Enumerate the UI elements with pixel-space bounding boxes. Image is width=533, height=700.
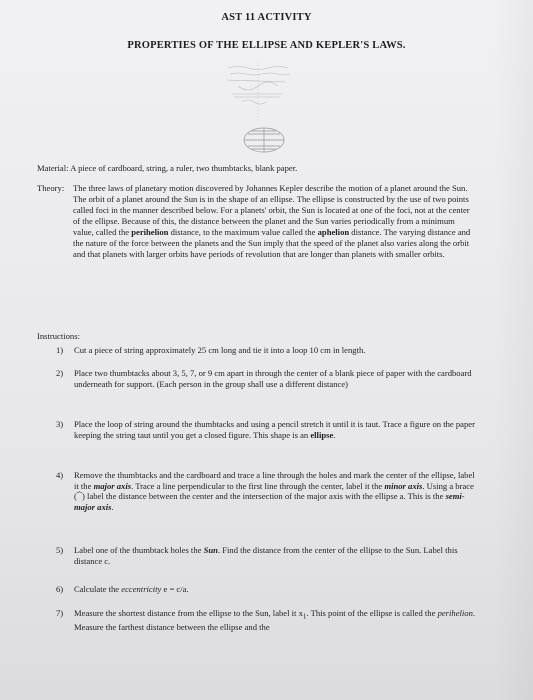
instruction-item-3 xyxy=(56,419,476,440)
theory-label: Theory: xyxy=(37,183,65,193)
item-text-b: . xyxy=(333,429,336,440)
item-text: Cut a piece of string approximately 25 cm long and tie it into a loop 10 cm in length. xyxy=(74,345,366,355)
term-perihelion: perihelion xyxy=(131,227,169,237)
item-text xyxy=(56,419,476,440)
term-perihelion-2: perihelion xyxy=(437,608,473,618)
term-aphelion: aphelion xyxy=(317,227,350,237)
item-text-a: Place the loop of string around the thumbtacks and using a pencil stretch it until it is taut. Trace a figure on the paper keeping the string taut until you get a closed figure. This shape is an xyxy=(74,419,475,440)
material-section xyxy=(37,163,507,174)
ellipse-diagram-figure xyxy=(208,60,308,160)
theory-text-c: distance. The varying distance and the nature of the force between the planets and the Sun imply that the speed of the planet also varies along the orbit and that planets with larger orbits have periods of revolution that are longer than planets with smaller orbits. xyxy=(73,227,471,259)
item-number: 6) xyxy=(56,584,64,594)
term-eccentricity: eccentricity xyxy=(121,584,162,594)
theory-text-a: The three laws of planetary motion discovered by Johannes Kepler describe the motion of a planet around the Sun. The orbit of a planet around the Sun is in the shape of an ellipse. The ellipse is constructed by the use of two points called foci in the manner described below. For a planets' orbit, the Sun is located at one of the foci, not at the center of the ellipse. Because of this, the distance between the planet and the Sun varies periodically from a minimum value, called the xyxy=(73,183,470,237)
page-shadow xyxy=(493,0,533,700)
item-text-a: Measure the shortest distance from the ellipse to the Sun, label it x xyxy=(74,608,303,618)
term-minor-axis: minor axis xyxy=(384,480,423,491)
term-ellipse: ellipse xyxy=(310,429,334,440)
instruction-item-6 xyxy=(56,584,476,595)
item-text: Place two thumbtacks about 3, 5, 7, or 9 cm apart in through the center of a blank piece of paper with the cardboard underneath for support. (Each person in the group shall use a different distance) xyxy=(74,368,472,389)
item-text-a: Calculate the xyxy=(74,584,122,594)
theory-text-b: distance, to the maximum value called the xyxy=(168,227,318,237)
item-text-c: . Using a brace ( xyxy=(74,480,474,502)
item-text xyxy=(56,584,476,595)
item-number: 1) xyxy=(56,345,64,355)
instruction-item-2 xyxy=(56,368,476,389)
item-number: 4) xyxy=(56,470,64,480)
item-number: 7) xyxy=(56,608,64,618)
material-label: Material: xyxy=(37,163,69,173)
item-number: 3) xyxy=(56,419,64,429)
instruction-item-7 xyxy=(56,608,476,633)
material-text: A piece of cardboard, string, a ruler, two thumbtacks, blank paper. xyxy=(70,163,298,173)
item-text xyxy=(56,608,476,633)
activity-subtitle: PROPERTIES OF THE ELLIPSE AND KEPLER'S LAWS. xyxy=(127,40,406,51)
item-text-c: . Measure the farthest distance between the ellipse and the xyxy=(74,608,476,633)
instruction-item-4 xyxy=(56,470,476,512)
term-semi-major-axis: semi-major axis xyxy=(74,491,465,512)
subscript: 1 xyxy=(302,612,307,621)
activity-title: AST 11 ACTIVITY xyxy=(221,12,312,23)
item-text-a: Label one of the thumbtack holes the xyxy=(74,545,204,555)
instruction-item-1 xyxy=(56,345,476,356)
item-text xyxy=(56,470,476,512)
item-text-d: ) label the distance between the center and the intersection of the major axis with the ellipse a. This is the xyxy=(82,491,446,502)
item-text-b: e = c/a. xyxy=(161,584,189,594)
item-number: 2) xyxy=(56,368,64,378)
item-text-a: Remove the thumbtacks and the cardboard and trace a line through the holes and mark the center of the ellipse, label it the xyxy=(74,470,475,491)
item-number: 5) xyxy=(56,545,64,555)
instructions-heading: Instructions: xyxy=(37,331,80,341)
theory-body xyxy=(37,183,477,260)
instruction-item-5 xyxy=(56,545,476,566)
item-text xyxy=(56,545,476,566)
theory-section xyxy=(37,183,477,260)
item-text-b: . Trace a line perpendicular to the first line through the center, label it the xyxy=(131,480,385,491)
item-text-e: . xyxy=(111,501,114,512)
item-text-b: . Find the distance from the center of the ellipse to the Sun. Label this distance c. xyxy=(74,545,458,566)
brace-icon: ⏞ xyxy=(76,491,83,502)
term-major-axis: major axis xyxy=(93,480,132,491)
item-text-b: . This point of the ellipse is called the xyxy=(306,608,438,618)
term-sun: Sun xyxy=(203,545,218,555)
